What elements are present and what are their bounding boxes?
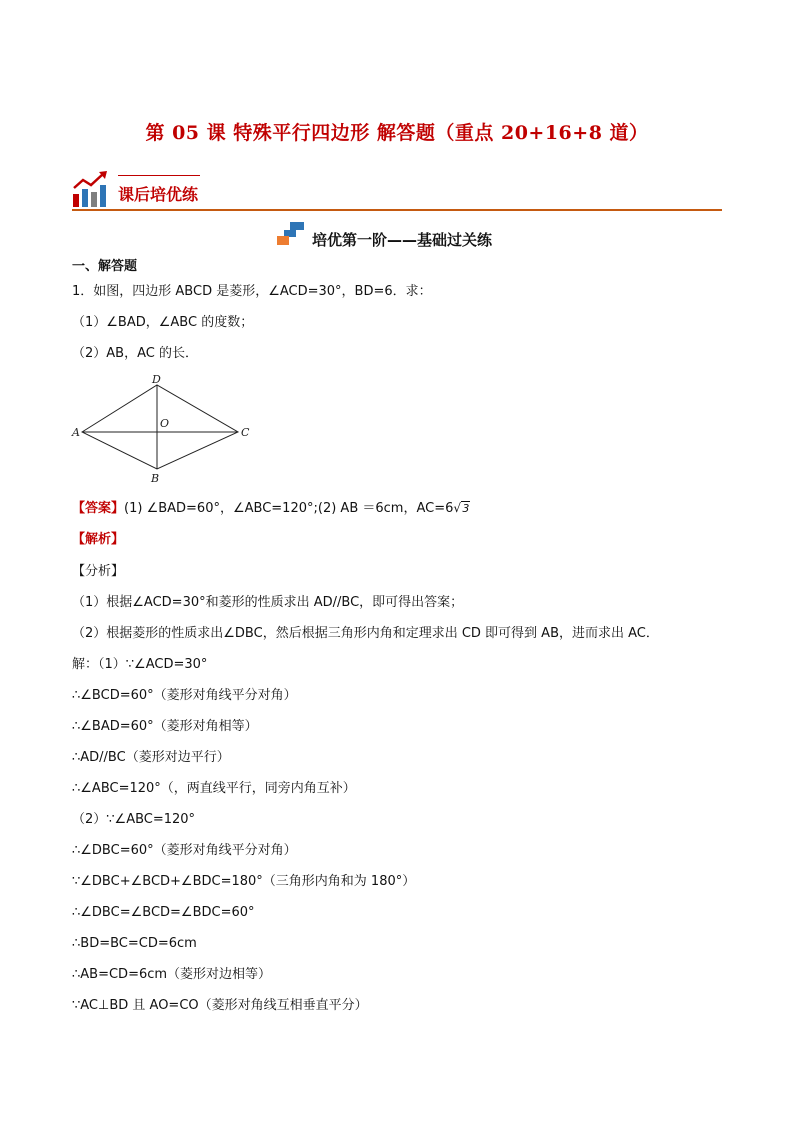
solution-line: ∵AC⊥BD 且 AO=CO（菱形对角线互相垂直平分） (72, 998, 368, 1013)
solution-line: ∴AD//BC（菱形对边平行） (72, 750, 230, 765)
sqrt-symbol (453, 500, 470, 518)
solution-line: ∴∠DBC=∠BCD=∠BDC=60° (72, 905, 255, 920)
sqrt-radicand: 3 (462, 502, 470, 515)
center-label-o: O (160, 417, 170, 430)
solution-line: （2）∵∠ABC=120° (72, 812, 196, 827)
problem-stem: 1．如图，四边形 ABCD 是菱形，∠ACD=30°，BD=6．求： (72, 284, 432, 299)
subsection-title: 培优第一阶——基础过关练 (312, 231, 493, 249)
vertex-label-a: A (72, 426, 80, 439)
problem-part-1: （1）∠BAD，∠ABC 的度数； (72, 315, 254, 330)
vertex-label-b: B (151, 472, 160, 485)
vertex-label-d: D (152, 373, 161, 386)
solution-line: 解：（1）∵∠ACD=30° (72, 657, 208, 672)
problem-part-2: （2）AB，AC 的长． (72, 346, 198, 361)
question-heading: 一、解答题 (72, 259, 138, 274)
solution-line: ∴AB=CD=6cm（菱形对边相等） (72, 967, 272, 982)
vertex-label-c: C (241, 426, 250, 439)
rhombus-figure (70, 372, 260, 490)
solution-line: ∴∠BCD=60°（菱形对角线平分对角） (72, 688, 297, 703)
answer-line (72, 500, 470, 518)
solution-line: ∴∠ABC=120°（，两直线平行，同旁内角互补） (72, 781, 356, 796)
solution-line: ∴∠DBC=60°（菱形对角线平分对角） (72, 843, 297, 858)
bar-chart-icon (72, 170, 108, 208)
section-divider (72, 209, 722, 211)
solution-line: （1）根据∠ACD=30°和菱形的性质求出 AD//BC，即可得出答案； (72, 595, 464, 610)
answer-text: (1) ∠BAD=60°，∠ABC=120°;(2) AB ＝6cm，AC=6 (124, 501, 454, 516)
section-top-line (118, 175, 200, 176)
solution-line: ∵∠DBC+∠BCD+∠BDC=180°（三角形内角和为 180°） (72, 874, 416, 889)
analysis-tag: 【解析】 (72, 532, 125, 547)
fenxi-tag: 【分析】 (72, 564, 125, 579)
steps-icon (276, 220, 306, 246)
section-label: 课后培优练 (118, 185, 199, 204)
solution-line: ∴∠BAD=60°（菱形对角相等） (72, 719, 258, 734)
answer-tag: 【答案】 (72, 501, 125, 516)
solution-line: （2）根据菱形的性质求出∠DBC，然后根据三角形内角和定理求出 CD 即可得到 AB，进而求出 AC． (72, 626, 659, 641)
solution-line: ∴BD=BC=CD=6cm (72, 936, 197, 951)
page-title: 第 05 课 特殊平行四边形 解答题（重点 20+16+8 道） (145, 122, 649, 144)
